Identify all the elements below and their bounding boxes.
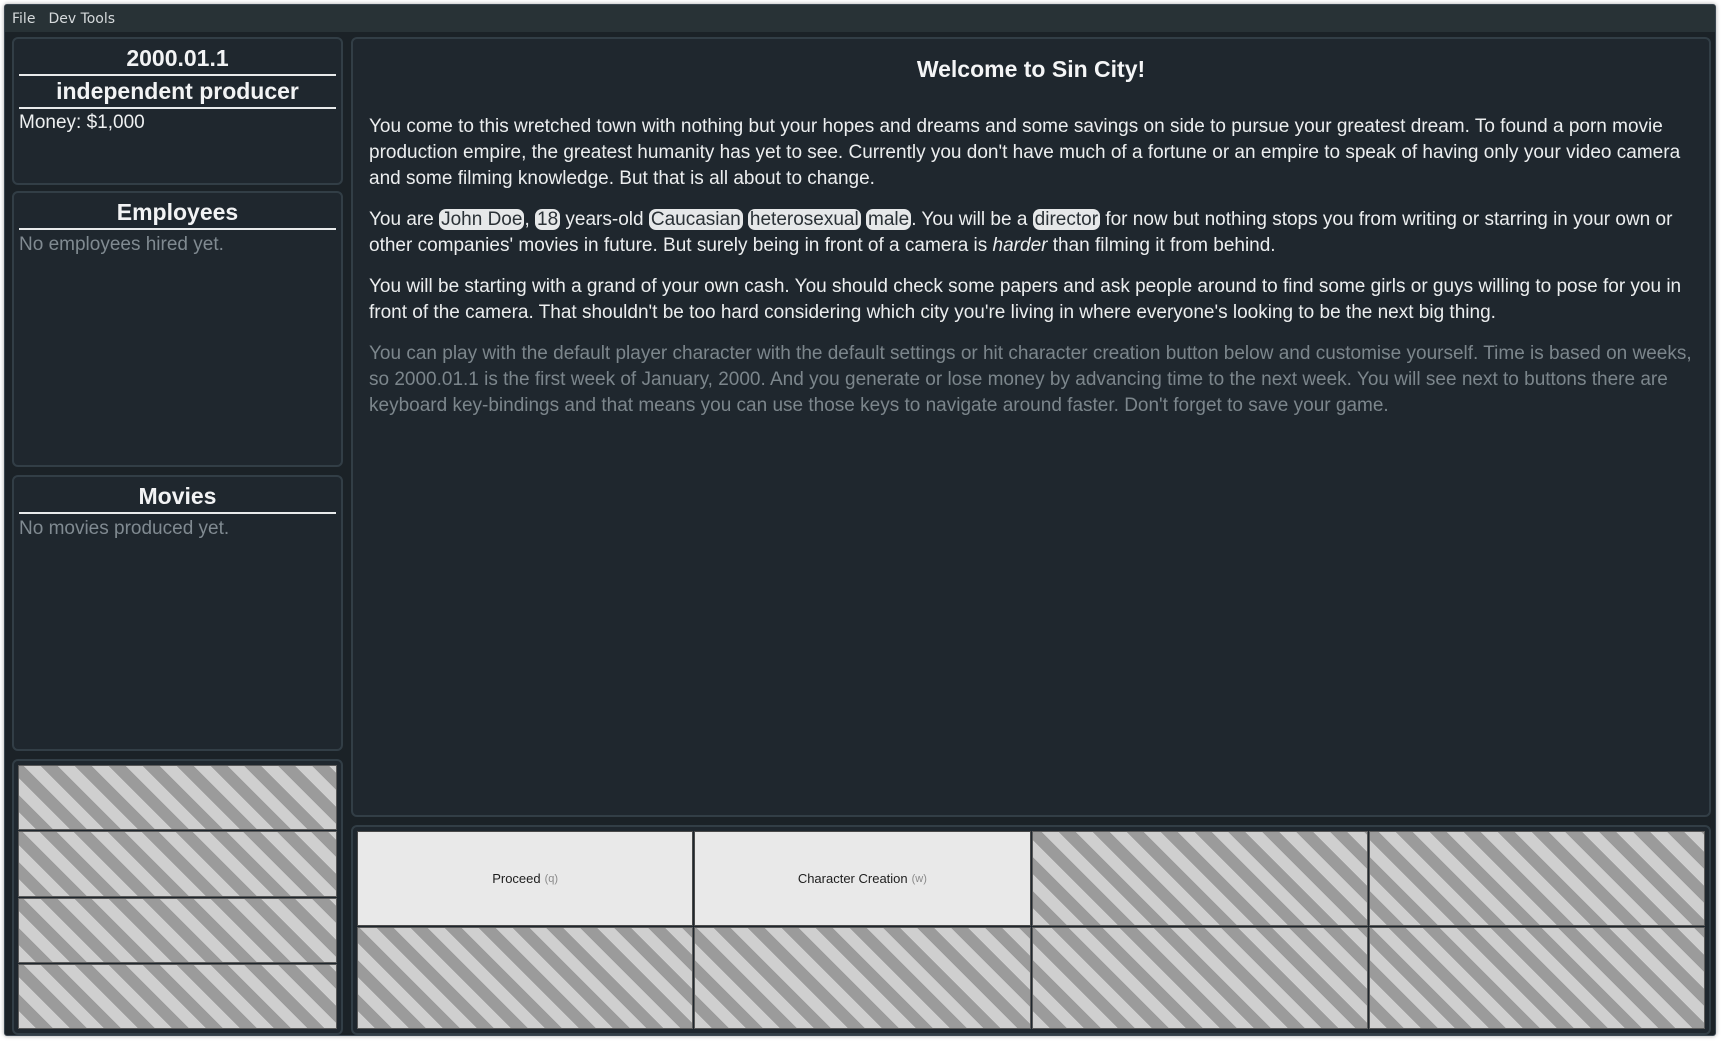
- sidebar-button-grid: [18, 765, 337, 1029]
- empty-button-slot: [18, 765, 337, 830]
- main-title: Welcome to Sin City!: [916, 56, 1146, 82]
- player-rest-1: for now but nothing stops you from writing or starring in your own or other companies' movies in future. But surely being in front of a camera is: [369, 209, 1673, 256]
- employees-title: Employees: [19, 199, 336, 230]
- intro-paragraph: You come to this wretched town with nothing but your hopes and dreams and some savings on side to pursue your greatest dream. To found a porn movie production empire, the greatest humanity has yet to see. Currently you don't have much of a fortune or an empire to speak of having only your video camera and some filming knowledge. But that is all about to change.: [369, 116, 1681, 189]
- player-rest-2: than filming it from behind.: [1052, 235, 1276, 256]
- emphasis-text: harder: [992, 235, 1048, 256]
- comma-text: ,: [524, 209, 530, 230]
- empty-button-slot: [1032, 831, 1368, 926]
- movies-panel: [12, 475, 343, 751]
- player-orientation-tag[interactable]: heterosexual: [749, 209, 859, 230]
- action-button-panel: [351, 825, 1711, 1035]
- proceed-button[interactable]: [357, 831, 693, 926]
- action-button-grid: [357, 831, 1705, 1029]
- game-date: 2000.01.1: [19, 45, 336, 76]
- empty-button-slot: [694, 927, 1030, 1029]
- player-gender-tag[interactable]: male: [868, 209, 910, 230]
- menu-file[interactable]: File: [12, 10, 36, 27]
- game-window: [4, 4, 1716, 1036]
- player-rank: independent producer: [19, 78, 336, 109]
- money-display: Money: $1,000: [19, 112, 145, 133]
- movies-empty-note: No movies produced yet.: [19, 518, 230, 539]
- character-creation-hotkey: (w): [911, 872, 927, 885]
- main-content-panel: [351, 37, 1711, 817]
- character-creation-button[interactable]: [694, 831, 1030, 926]
- empty-button-slot: [1369, 831, 1705, 926]
- player-paragraph: [369, 207, 1693, 259]
- empty-button-slot: [1369, 927, 1705, 1029]
- proceed-label: Proceed: [492, 871, 541, 886]
- sidebar-button-panel: [12, 759, 343, 1035]
- player-role-tag[interactable]: director: [1034, 209, 1099, 230]
- player-name-tag[interactable]: John Doe: [441, 209, 523, 230]
- empty-button-slot: [18, 831, 337, 896]
- will-be-text: . You will be a: [911, 209, 1028, 230]
- player-age-tag[interactable]: 18: [537, 209, 559, 230]
- empty-button-slot: [357, 927, 693, 1029]
- empty-button-slot: [18, 898, 337, 963]
- status-panel: [12, 37, 343, 185]
- employees-panel: [12, 191, 343, 467]
- menu-bar: [5, 5, 1715, 32]
- start-paragraph: You will be starting with a grand of your own cash. You should check some papers and ask people around to find some girls or guys willing to pose for you in front of the camera. That shouldn't be too hard considering which city you're living in where everyone's looking to be the next big thing.: [369, 276, 1682, 323]
- proceed-hotkey: (q): [544, 872, 559, 885]
- movies-title: Movies: [19, 483, 336, 514]
- menu-dev-tools[interactable]: Dev Tools: [48, 10, 116, 27]
- player-ethnicity-tag[interactable]: Caucasian: [650, 209, 741, 230]
- years-old-text: years-old: [565, 209, 644, 230]
- hint-paragraph: You can play with the default player character with the default settings or hit character creation button below and customise yourself. Time is based on weeks, so 2000.01.1 is the first week of January, 2000. And you generate or lose money by advancing time to the next week. You will see next to buttons there are keyboard key-bindings and that means you can use those keys to navigate around faster. Don't forget to save your game.: [369, 343, 1692, 416]
- you-are-text: You are: [369, 209, 434, 230]
- character-creation-label: Character Creation: [797, 871, 908, 886]
- empty-button-slot: [1032, 927, 1368, 1029]
- employees-empty-note: No employees hired yet.: [19, 234, 224, 255]
- empty-button-slot: [18, 964, 337, 1029]
